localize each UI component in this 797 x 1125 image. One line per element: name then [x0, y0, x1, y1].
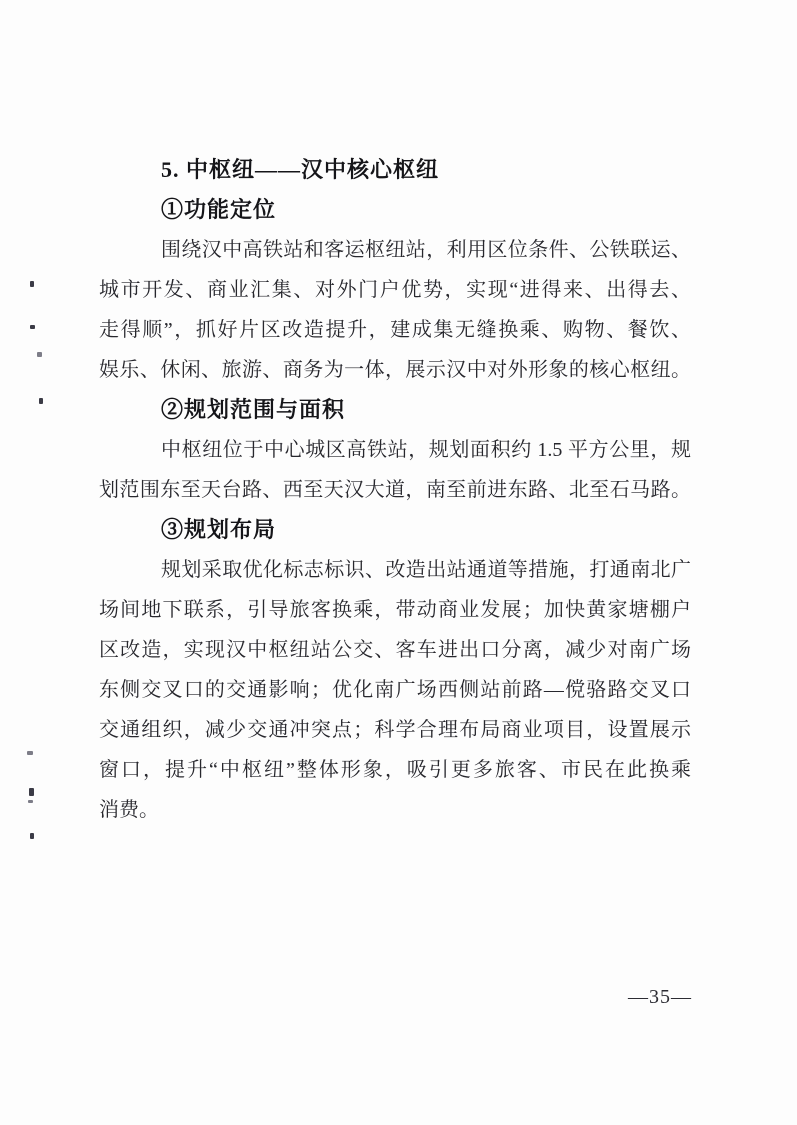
- section-title: ③规划布局: [161, 517, 277, 542]
- page-number: —35—: [628, 986, 692, 1008]
- scan-artifact: [30, 281, 34, 287]
- scan-artifact: [29, 788, 34, 796]
- body-line: 走得顺”，抓好片区改造提升，建成集无缝换乘、购物、餐饮、: [99, 319, 691, 341]
- scan-artifact: [39, 398, 43, 404]
- body-line: 娱乐、休闲、旅游、商务为一体，展示汉中对外形象的核心枢纽。: [99, 359, 691, 381]
- body-line: 城市开发、商业汇集、对外门户优势，实现“进得来、出得去、: [99, 279, 691, 301]
- scan-artifact: [27, 751, 33, 755]
- section-title: ②规划范围与面积: [161, 397, 346, 422]
- document-body: [99, 150, 691, 830]
- body-line: 划范围东至天台路、西至天汉大道，南至前进东路、北至石马路。: [99, 479, 691, 501]
- body-line: 围绕汉中高铁站和客运枢纽站，利用区位条件、公铁联运、: [161, 239, 691, 261]
- scan-artifact: [28, 800, 33, 803]
- body-line: 消费。: [99, 799, 159, 821]
- scan-artifact: [30, 325, 35, 329]
- body-line: 场间地下联系，引导旅客换乘，带动商业发展；加快黄家塘棚户: [99, 599, 691, 621]
- scan-artifact: [37, 352, 42, 357]
- body-line: 窗口，提升“中枢纽”整体形象，吸引更多旅客、市民在此换乘: [99, 759, 691, 781]
- body-line: 东侧交叉口的交通影响；优化南广场西侧站前路—傥骆路交叉口: [99, 679, 691, 701]
- body-line: 交通组织，减少交通冲突点；科学合理布局商业项目，设置展示: [99, 719, 691, 741]
- body-line: 规划采取优化标志标识、改造出站通道等措施，打通南北广: [161, 559, 691, 581]
- body-line: 中枢纽位于中心城区高铁站，规划面积约 1.5 平方公里，规: [161, 439, 691, 461]
- document-heading: 5. 中枢纽——汉中核心枢纽: [161, 157, 440, 182]
- scan-artifact: [30, 833, 34, 839]
- section-title: ①功能定位: [161, 197, 277, 222]
- body-line: 区改造，实现汉中枢纽站公交、客车进出口分离，减少对南广场: [99, 639, 691, 661]
